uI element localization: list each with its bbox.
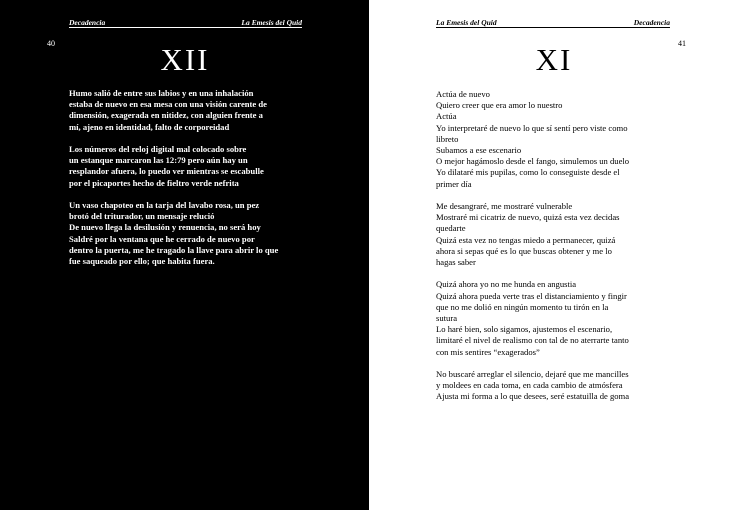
poem-line: Quizá ahora yo no me hunda en angustia [436, 279, 577, 290]
poem-line: fue saqueado por ello; que habita fuera. [69, 256, 215, 267]
poem-line: resplandor afuera, lo puedo ver mientras se escabulle [69, 166, 264, 177]
book-section-title: Decadencia [69, 18, 106, 27]
stanza [69, 200, 309, 267]
page-number: 41 [678, 39, 686, 48]
poem-line: Lo haré bien, solo sigamos, ajustemos el escenario, [436, 324, 613, 335]
poem-line: Quiero creer que era amor lo nuestro [436, 100, 563, 111]
right-page [369, 0, 737, 510]
stanza [436, 89, 676, 190]
poem-body [436, 89, 676, 414]
poem-line: Quizá esta vez no tengas miedo a permanecer, quizá [436, 234, 616, 245]
poem-line: un estanque marcaron las 12:79 pero aún hay un [69, 155, 248, 166]
poem-line: Los números del reloj digital mal colocado sobre [69, 144, 247, 154]
poem-line: Humo salió de entre sus labios y en una inhalación [69, 88, 254, 98]
stanza [436, 279, 676, 357]
poem-line: que no me dolió en ningún momento tu tirón en la [436, 301, 609, 312]
book-section-title: Decadencia [633, 18, 670, 27]
poem-line: Un vaso chapoteo en la tarja del lavabo rosa, un pez [69, 200, 260, 210]
poem-line: De nuevo llega la desilusión y renuencia, no será hoy [69, 222, 261, 233]
poem-line: Ajusta mi forma a lo que desees, seré estatuilla de goma [436, 391, 630, 402]
poem-line: Saldré por la ventana que he cerrado de nuevo por [69, 233, 255, 244]
poem-line: dimensión, exagerada en nitidez, con alguien frente a [69, 110, 263, 121]
book-title: La Emesis del Quid [241, 18, 302, 27]
page-number: 40 [47, 39, 55, 48]
poem-line: libreto [436, 133, 459, 144]
running-header [436, 15, 670, 28]
poem-line: No buscaré arreglar el silencio, dejaré que me mancilles [436, 369, 629, 380]
book-title: La Emesis del Quid [436, 18, 497, 27]
chapter-numeral: XI [535, 42, 573, 77]
running-header [69, 15, 302, 28]
poem-line: estaba de nuevo en esa mesa con una visión carente de [69, 99, 267, 110]
poem-line: Yo interpretaré de nuevo lo que sí sentí pero viste como [436, 122, 628, 133]
poem-line: Me desangraré, me mostraré vulnerable [436, 201, 573, 212]
poem-line: limitaré el nivel de realismo con tal de no aterrarte tanto [436, 335, 629, 346]
stanza [436, 369, 676, 403]
poem-line: primer día [436, 178, 472, 189]
poem-line: y moldees en cada toma, en cada cambio de atmósfera [436, 380, 623, 391]
poem-line: brotó del triturador, un mensaje relució [69, 211, 215, 222]
poem-line: O mejor hagámoslo desde el fango, simulemos un duelo [436, 156, 630, 167]
poem-line: hagas saber [436, 257, 476, 268]
poem-line: por el picaportes hecho de fieltro verde nefrita [69, 177, 239, 188]
stanza [69, 144, 309, 189]
poem-line: Actúa de nuevo [436, 89, 490, 99]
poem-line: Subamos a ese escenario [436, 145, 522, 156]
poem-line: Yo dilataré mis pupilas, como lo conseguiste desde el [436, 167, 620, 178]
poem-line: Actúa [436, 111, 457, 122]
poem-line: quedarte [436, 223, 466, 234]
stanza [436, 201, 676, 268]
chapter-numeral: XII [160, 42, 210, 77]
stanza [69, 88, 309, 133]
poem-line: con mis sentires “exagerados” [436, 346, 540, 357]
poem-line: Mostraré mi cicatriz de nuevo, quizá esta vez decidas [436, 212, 620, 223]
poem-line: mí, ajeno en identidad, falto de corporeidad [69, 121, 230, 132]
poem-line: dentro la puerta, me he tragado la llave para abrir lo que [69, 244, 279, 255]
poem-line: sutura [436, 313, 458, 324]
poem-line: ahora si sepas qué es lo que buscas obtener y me lo [436, 245, 612, 256]
poem-body [69, 88, 309, 278]
poem-line: Quizá ahora pueda verte tras el distanciamiento y fingir [436, 290, 627, 301]
